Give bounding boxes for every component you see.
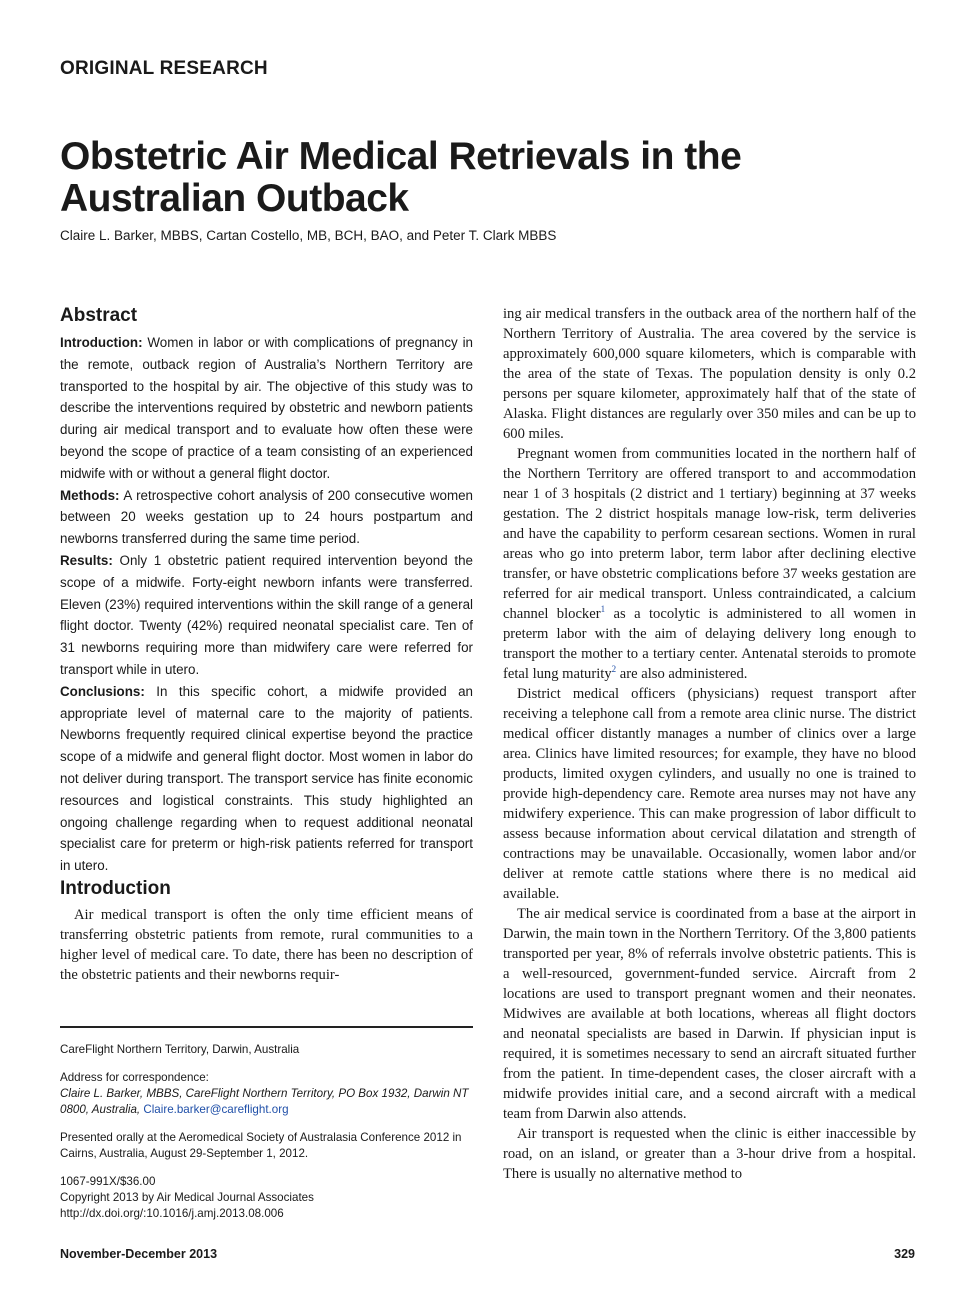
abstract-conclusions-label: Conclusions:: [60, 683, 145, 699]
abstract-methods-text: A retrospective cohort analysis of 200 consecutive women between 20 weeks gestation up to 24 hours postpartum and newborns transferred during the same time period.: [60, 487, 473, 547]
issue-date: November-December 2013: [60, 1247, 218, 1261]
introduction-paragraph: Air medical transport is often the only time efficient means of transferring obstetric patients from remote, rural communities to a higher level of medical care. To date, there has been no description of the obstetric patients and their newborns requir-: [60, 906, 473, 983]
correspondence-address: Claire L. Barker, MBBS, CareFlight Northern Territory, PO Box 1932, Darwin NT 0800, Australia,: [60, 1087, 469, 1116]
abstract-conclusions: [60, 681, 473, 877]
abstract-introduction-label: Introduction:: [60, 335, 143, 350]
abstract-heading: Abstract: [60, 305, 138, 326]
right-column: [503, 304, 916, 1184]
publication-info: [60, 1174, 473, 1222]
body-paragraph-2: [503, 444, 916, 684]
page-number: 329: [894, 1247, 915, 1261]
abstract-results-label: Results:: [60, 552, 113, 568]
doi-link[interactable]: http://dx.doi.org/:10.1016/j.amj.2013.08.006: [60, 1207, 284, 1220]
body-paragraph-2-part-b: as a tocolytic is administered to all women in preterm labor with the aim of delaying delivery long enough to transport the mother to a tertiary center. Antenatal steroids to promote fetal lung maturity: [503, 606, 916, 682]
abstract-results: [60, 550, 473, 681]
body-paragraph-2-part-a: Pregnant women from communities located in the northern half of the Northern Territory are offered transport to and accommodation near 1 of 3 hospitals (2 district and 1 tertiary) beginning at 37 weeks gestation. The 2 district hospitals manage low-risk, term deliveries and have the capability to perform cesarean sections. Women in rural areas who go into preterm labor, term labor after declining elective transfer, or have obstetric complications before 37 weeks gestation are referred for air medical transport. Unless contraindicated, a calcium channel blocker: [503, 446, 916, 622]
issn-price: 1067-991X/$36.00: [60, 1175, 156, 1188]
footnotes: [60, 1026, 473, 1234]
body-paragraph-2-part-c: are also administered.: [616, 666, 748, 682]
presentation-note: Presented orally at the Aeromedical Society of Australasia Conference 2012 in Cairns, Australia, August 29-September 1, 2012.: [60, 1131, 462, 1160]
reference-link-2[interactable]: 2: [611, 664, 617, 675]
introduction-heading: Introduction: [60, 877, 171, 899]
section-label: ORIGINAL RESEARCH: [60, 58, 268, 79]
correspondence-label: Address for correspondence:: [60, 1071, 209, 1084]
correspondence-email-link[interactable]: Claire.barker@careflight.org: [143, 1103, 289, 1116]
abstract-results-text: Only 1 obstetric patient required intervention beyond the scope of a midwife. Forty-eight newborn infants were transferred. Eleven (23%) required interventions within the skill range of a general flight doctor. Twenty (42%) required neonatal specialist care. Ten of 31 newborns requiring more than midwifery care were referred for transport while in utero.: [60, 552, 473, 677]
correspondence: [60, 1070, 473, 1118]
body-paragraph-3: District medical officers (physicians) request transport after receiving a telephone call from a remote area clinic nurse. The district medical officer distantly manages a number of clinics over a large area. Clinics have limited resources; for example, they have no blood products, limited oxygen cylinders, and usually no one is trained to provide high-dependency care. Remote area nurses may not have any midwifery experience. This can make progression of labor difficult to assess because information about cervical dilatation and strength of contractions may be unavailable. Occasionally, women labor and/or deliver at remote cattle stations where there is no medical aid available.: [503, 686, 916, 902]
reference-link-1[interactable]: 1: [600, 604, 606, 615]
abstract-introduction-text: Women in labor or with complications of pregnancy in the remote, outback region of Australia’s Northern Territory are transported to the hospital by air. The objective of this study was to describe the interventions required by obstetric and newborn patients during air medical transport and to evaluate how often these were beyond the scope of practice of a team consisting of an experienced midwife with or without a general flight doctor.: [60, 335, 473, 481]
abstract-introduction: [60, 332, 473, 485]
left-column: [60, 304, 473, 985]
author-list: Claire L. Barker, MBBS, Cartan Costello, MB, BCH, BAO, and Peter T. Clark MBBS: [60, 228, 557, 243]
body-paragraph-1: ing air medical transfers in the outback area of the northern half of the Northern Territory of Australia. The area covered by the service is approximately 600,000 square kilometers, which is comparable with the area of the state of Texas. The population density is only 0.2 persons per square kilometer, approximately half that of the state of Alaska. Flight distances are regularly over 350 miles and can be up to 600 miles.: [503, 306, 916, 442]
abstract-methods-label: Methods:: [60, 487, 120, 503]
article-title: Obstetric Air Medical Retrievals in the Australian Outback: [60, 135, 742, 220]
copyright-notice: Copyright 2013 by Air Medical Journal Associates: [60, 1191, 314, 1204]
body-paragraph-4: The air medical service is coordinated from a base at the airport in Darwin, the main town in the Northern Territory. Of the 3,800 patients transported per year, 8% of referrals involve obstetric patients. This is a well-resourced, government-funded service. Aircraft from 2 locations are used to transport pregnant women and their neonates. Midwives are available at both locations, whereas all flight doctors and neonatal specialists are based in Darwin. If physician input is required, it is sometimes necessary to send an aircraft situated further from the patient. In time-dependent cases, the closer aircraft with a midwife provides initial care, and a second aircraft with a medical team from Darwin also attends.: [503, 906, 916, 1122]
abstract-methods: [60, 485, 473, 550]
body-paragraph-5: Air transport is requested when the clinic is either inaccessible by road, on an island, or greater than a 3-hour drive from a hospital. There is usually no alternative method to: [503, 1126, 916, 1182]
abstract-conclusions-text: In this specific cohort, a midwife provided an appropriate level of maternal care to the majority of patients. Newborns frequently required clinical expertise beyond the practice scope of a midwife and general flight doctor. Most women in labor do not deliver during transport. The transport service has finite economic resources and logistical constraints. This study highlighted an ongoing challenge regarding when to request additional neonatal specialist care for preterm or high-risk patients referred for transport in utero.: [60, 683, 473, 874]
affiliation: CareFlight Northern Territory, Darwin, Australia: [60, 1043, 300, 1056]
